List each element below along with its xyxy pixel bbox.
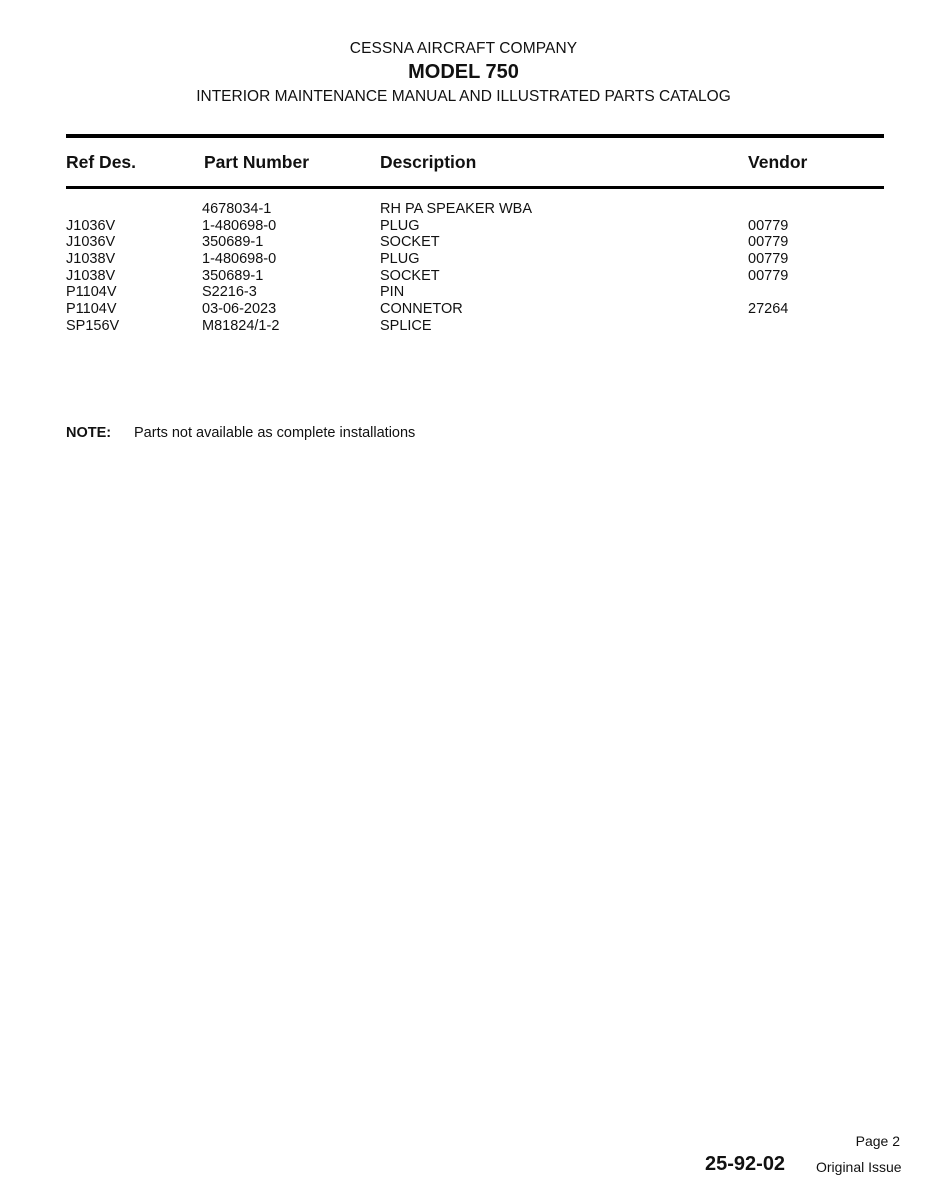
description-cell: RH PA SPEAKER WBA (380, 201, 533, 217)
table-row (0, 218, 927, 235)
part-number-cell: 1-480698-0 (202, 217, 277, 234)
manual-title: INTERIOR MAINTENANCE MANUAL AND ILLUSTRATED PARTS CATALOG (196, 88, 731, 105)
header-rule (66, 186, 884, 189)
vendor-cell: 00779 (748, 234, 789, 251)
model-title: MODEL 750 (408, 61, 519, 83)
table-row (0, 284, 927, 301)
description-cell: PIN (380, 284, 405, 301)
issue-status: Original Issue (816, 1159, 902, 1175)
vendor-cell: 00779 (748, 267, 789, 284)
description-cell: PLUG (380, 251, 420, 268)
ref-des-cell: J1036V (66, 217, 116, 234)
part-number-cell: 4678034-1 (202, 201, 272, 217)
company-name: CESSNA AIRCRAFT COMPANY (349, 40, 578, 57)
description-cell: CONNETOR (380, 301, 463, 318)
description-cell: SOCKET (380, 267, 440, 284)
ref-des-cell: J1038V (66, 251, 116, 268)
parts-table (0, 201, 927, 335)
ref-des-cell: SP156V (66, 317, 120, 334)
table-row (0, 201, 927, 218)
table-row (0, 251, 927, 268)
table-row (0, 268, 927, 285)
table-row (0, 301, 927, 318)
note-text: Parts not available as complete installations (134, 425, 416, 441)
part-number-cell: 1-480698-0 (202, 251, 277, 268)
column-header-part-number: Part Number (204, 152, 310, 172)
ref-des-cell: P1104V (66, 301, 117, 318)
note-label: NOTE: (66, 425, 112, 441)
note (66, 425, 415, 441)
vendor-cell: 00779 (748, 251, 789, 268)
description-cell: PLUG (380, 217, 420, 234)
top-rule (66, 134, 884, 138)
ref-des-cell: J1038V (66, 267, 116, 284)
chapter-code: 25-92-02 (705, 1153, 786, 1175)
table-row (0, 318, 927, 335)
vendor-cell: 27264 (748, 301, 789, 318)
column-header-description: Description (380, 152, 477, 172)
description-cell: SOCKET (380, 234, 440, 251)
description-cell: SPLICE (380, 317, 432, 334)
table-row (0, 234, 927, 251)
part-number-cell: 350689-1 (202, 267, 264, 284)
part-number-cell: 350689-1 (202, 234, 264, 251)
column-header-ref-des: Ref Des. (66, 152, 137, 172)
column-header-vendor: Vendor (748, 152, 808, 172)
part-number-cell: 03-06-2023 (202, 301, 277, 318)
ref-des-cell: P1104V (66, 284, 117, 301)
page-number: Page 2 (855, 1133, 900, 1149)
part-number-cell: S2216-3 (202, 284, 257, 301)
part-number-cell: M81824/1-2 (202, 317, 280, 334)
ref-des-cell: J1036V (66, 234, 116, 251)
vendor-cell: 00779 (748, 217, 789, 234)
